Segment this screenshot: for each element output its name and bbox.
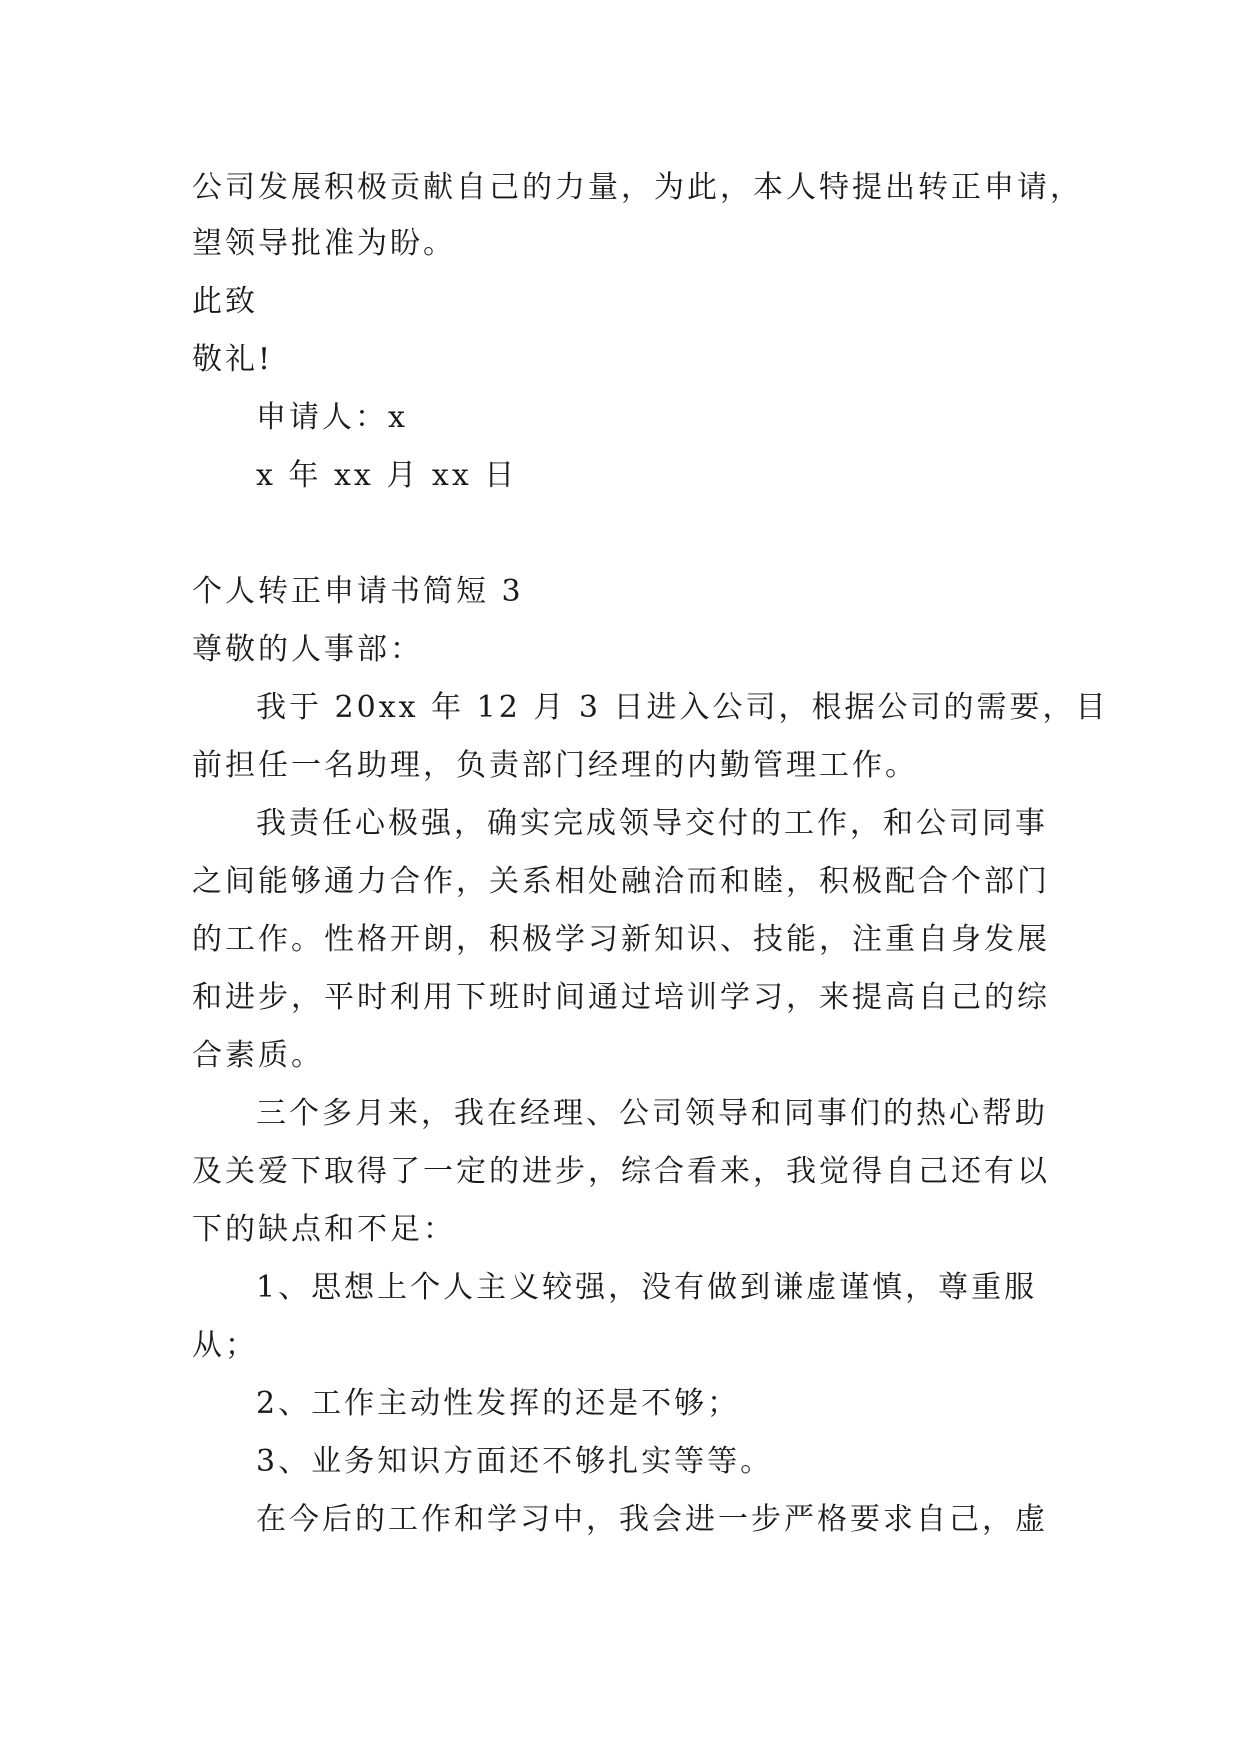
salutation-line-2: 敬礼! (192, 342, 274, 377)
addressee: 尊敬的人事部： (192, 632, 423, 667)
paragraph-line: 三个多月来，我在经理、公司领导和同事们的热心帮助 (256, 1096, 1048, 1131)
application-date: x 年 xx 月 xx 日 (256, 458, 518, 493)
paragraph-line: 前担任一名助理，负责部门经理的内勤管理工作。 (192, 748, 918, 783)
list-item: 1、思想上个人主义较强，没有做到谦虚谨慎，尊重服 (256, 1270, 1038, 1305)
salutation-line-1: 此致 (192, 284, 258, 319)
paragraph-line: 在今后的工作和学习中，我会进一步严格要求自己，虚 (256, 1502, 1048, 1537)
paragraph-line: 及关爱下取得了一定的进步，综合看来，我觉得自己还有以 (192, 1154, 1050, 1189)
list-item: 2、工作主动性发挥的还是不够； (256, 1386, 741, 1421)
applicant-signature: 申请人：x (256, 400, 408, 435)
paragraph-line: 望领导批准为盼。 (192, 226, 456, 261)
list-item-continuation: 从； (192, 1328, 258, 1363)
paragraph-line: 合素质。 (192, 1038, 324, 1073)
paragraph-line: 我责任心极强，确实完成领导交付的工作，和公司同事 (256, 806, 1048, 841)
list-item: 3、业务知识方面还不够扎实等等。 (256, 1444, 774, 1479)
paragraph-line: 的工作。性格开朗，积极学习新知识、技能，注重自身发展 (192, 922, 1050, 957)
paragraph-line: 下的缺点和不足： (192, 1212, 456, 1247)
paragraph-line: 和进步，平时利用下班时间通过培训学习，来提高自己的综 (192, 980, 1050, 1015)
paragraph-line: 公司发展积极贡献自己的力量，为此，本人特提出转正申请， (192, 170, 1083, 205)
paragraph-line: 之间能够通力合作，关系相处融洽而和睦，积极配合个部门 (192, 864, 1050, 899)
section-title: 个人转正申请书简短 3 (192, 574, 524, 609)
paragraph-line: 我于 20xx 年 12 月 3 日进入公司，根据公司的需要，目 (256, 690, 1109, 725)
